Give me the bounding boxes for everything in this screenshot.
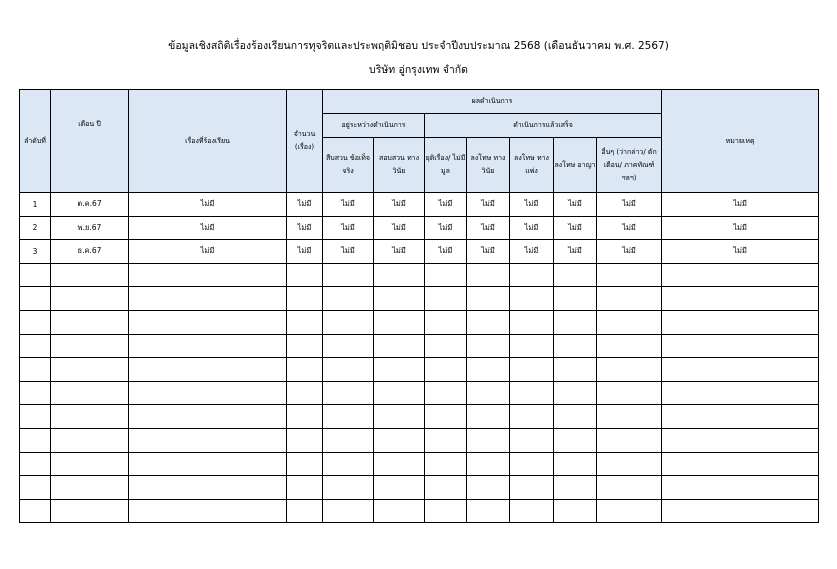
- empty-table-row: [20, 476, 819, 500]
- empty-cell: [597, 334, 662, 358]
- empty-cell: [51, 476, 129, 500]
- empty-cell: [51, 428, 129, 452]
- empty-cell: [374, 287, 425, 311]
- cell-investigate-fact: ไม่มี: [323, 216, 374, 240]
- empty-cell: [287, 381, 323, 405]
- cell-penalty-discipline: ไม่มี: [467, 193, 510, 217]
- cell-investigate-discipline: ไม่มี: [374, 216, 425, 240]
- empty-cell: [323, 358, 374, 382]
- cell-month: พ.ย.67: [51, 216, 129, 240]
- empty-cell: [662, 476, 819, 500]
- empty-cell: [597, 381, 662, 405]
- empty-cell: [425, 499, 467, 523]
- empty-cell: [374, 405, 425, 429]
- header-penalty-discipline: ลงโทษ ทางวินัย: [467, 138, 510, 193]
- empty-cell: [510, 499, 554, 523]
- empty-cell: [287, 405, 323, 429]
- empty-table-row: [20, 452, 819, 476]
- empty-cell: [662, 334, 819, 358]
- empty-cell: [510, 452, 554, 476]
- empty-cell: [129, 263, 287, 287]
- cell-other: ไม่มี: [597, 193, 662, 217]
- empty-cell: [554, 358, 597, 382]
- table-row: [20, 193, 819, 217]
- header-terminate-no-basis: ยุติเรื่อง/ ไม่มีมูล: [425, 138, 467, 193]
- empty-cell: [554, 452, 597, 476]
- empty-cell: [374, 381, 425, 405]
- empty-cell: [554, 381, 597, 405]
- empty-cell: [287, 499, 323, 523]
- empty-cell: [129, 428, 287, 452]
- empty-cell: [425, 452, 467, 476]
- empty-table-row: [20, 358, 819, 382]
- empty-cell: [510, 476, 554, 500]
- cell-remark: ไม่มี: [662, 216, 819, 240]
- cell-investigate-fact: ไม่มี: [323, 240, 374, 264]
- cell-penalty-discipline: ไม่มี: [467, 216, 510, 240]
- empty-cell: [323, 334, 374, 358]
- cell-no: 1: [20, 193, 51, 217]
- empty-table-row: [20, 428, 819, 452]
- empty-cell: [374, 358, 425, 382]
- cell-penalty-criminal: ไม่มี: [554, 240, 597, 264]
- empty-cell: [467, 334, 510, 358]
- cell-penalty-civil: ไม่มี: [510, 240, 554, 264]
- empty-cell: [467, 499, 510, 523]
- empty-cell: [467, 310, 510, 334]
- empty-cell: [323, 310, 374, 334]
- empty-cell: [374, 263, 425, 287]
- empty-table-row: [20, 405, 819, 429]
- empty-cell: [287, 476, 323, 500]
- cell-terminate-no-basis: ไม่มี: [425, 193, 467, 217]
- cell-complaint: ไม่มี: [129, 216, 287, 240]
- empty-cell: [467, 358, 510, 382]
- header-result: ผลดำเนินการ: [323, 90, 662, 114]
- empty-cell: [554, 310, 597, 334]
- empty-cell: [510, 334, 554, 358]
- empty-cell: [51, 381, 129, 405]
- cell-no: 3: [20, 240, 51, 264]
- empty-cell: [554, 476, 597, 500]
- empty-cell: [374, 499, 425, 523]
- empty-cell: [374, 428, 425, 452]
- empty-cell: [20, 358, 51, 382]
- empty-cell: [510, 428, 554, 452]
- empty-cell: [425, 381, 467, 405]
- cell-month: ต.ค.67: [51, 193, 129, 217]
- empty-cell: [323, 428, 374, 452]
- empty-cell: [467, 381, 510, 405]
- empty-cell: [20, 476, 51, 500]
- header-investigate-fact: สืบสวน ข้อเท็จจริง: [323, 138, 374, 193]
- empty-cell: [554, 499, 597, 523]
- complaint-statistics-table: [19, 89, 819, 523]
- empty-cell: [20, 381, 51, 405]
- empty-cell: [374, 310, 425, 334]
- empty-cell: [20, 428, 51, 452]
- empty-cell: [323, 452, 374, 476]
- empty-cell: [554, 263, 597, 287]
- empty-cell: [425, 334, 467, 358]
- empty-cell: [323, 405, 374, 429]
- empty-cell: [662, 263, 819, 287]
- empty-cell: [597, 476, 662, 500]
- header-penalty-civil: ลงโทษ ทางแพ่ง: [510, 138, 554, 193]
- cell-month: ธ.ค.67: [51, 240, 129, 264]
- empty-cell: [510, 310, 554, 334]
- empty-cell: [467, 263, 510, 287]
- empty-cell: [323, 476, 374, 500]
- header-in-progress: อยู่ระหว่างดำเนินการ: [323, 114, 425, 138]
- cell-investigate-discipline: ไม่มี: [374, 240, 425, 264]
- empty-cell: [287, 263, 323, 287]
- empty-cell: [129, 287, 287, 311]
- header-no: ลำดับที่: [20, 90, 51, 193]
- empty-cell: [20, 287, 51, 311]
- empty-cell: [425, 428, 467, 452]
- header-count: จำนวน (เรื่อง): [287, 90, 323, 193]
- empty-cell: [662, 287, 819, 311]
- empty-cell: [20, 499, 51, 523]
- empty-cell: [662, 499, 819, 523]
- empty-table-row: [20, 310, 819, 334]
- empty-cell: [425, 405, 467, 429]
- empty-cell: [510, 358, 554, 382]
- cell-count: ไม่มี: [287, 216, 323, 240]
- empty-cell: [51, 358, 129, 382]
- header-penalty-criminal: ลงโทษ อาญา: [554, 138, 597, 193]
- empty-cell: [129, 405, 287, 429]
- empty-cell: [662, 310, 819, 334]
- empty-cell: [287, 334, 323, 358]
- company-name: บริษัท อู่กรุงเทพ จำกัด: [369, 64, 468, 76]
- empty-table-row: [20, 499, 819, 523]
- cell-other: ไม่มี: [597, 216, 662, 240]
- empty-cell: [323, 263, 374, 287]
- empty-cell: [51, 310, 129, 334]
- empty-cell: [597, 287, 662, 311]
- empty-cell: [425, 358, 467, 382]
- empty-cell: [129, 310, 287, 334]
- empty-cell: [467, 452, 510, 476]
- empty-cell: [597, 358, 662, 382]
- empty-cell: [597, 405, 662, 429]
- empty-cell: [129, 499, 287, 523]
- empty-cell: [20, 263, 51, 287]
- empty-cell: [554, 287, 597, 311]
- empty-cell: [51, 334, 129, 358]
- empty-cell: [51, 452, 129, 476]
- empty-cell: [597, 428, 662, 452]
- cell-remark: ไม่มี: [662, 240, 819, 264]
- empty-cell: [20, 310, 51, 334]
- empty-cell: [425, 263, 467, 287]
- empty-cell: [597, 310, 662, 334]
- empty-cell: [597, 499, 662, 523]
- cell-count: ไม่มี: [287, 193, 323, 217]
- header-completed: ดำเนินการแล้วเสร็จ: [425, 114, 662, 138]
- empty-table-row: [20, 334, 819, 358]
- empty-cell: [554, 405, 597, 429]
- header-complaint: เรื่องที่ร้องเรียน: [129, 90, 287, 193]
- table-row: [20, 240, 819, 264]
- empty-cell: [597, 263, 662, 287]
- cell-remark: ไม่มี: [662, 193, 819, 217]
- empty-cell: [287, 358, 323, 382]
- empty-cell: [597, 452, 662, 476]
- header-month-year: เดือน ปี: [51, 90, 129, 193]
- empty-table-row: [20, 263, 819, 287]
- empty-cell: [129, 358, 287, 382]
- empty-cell: [129, 452, 287, 476]
- empty-cell: [374, 452, 425, 476]
- cell-penalty-criminal: ไม่มี: [554, 216, 597, 240]
- empty-cell: [51, 499, 129, 523]
- empty-cell: [467, 476, 510, 500]
- empty-cell: [662, 358, 819, 382]
- empty-cell: [51, 263, 129, 287]
- cell-penalty-discipline: ไม่มี: [467, 240, 510, 264]
- empty-cell: [20, 452, 51, 476]
- empty-cell: [51, 287, 129, 311]
- header-remark: หมายเหตุ: [662, 90, 819, 193]
- empty-cell: [323, 287, 374, 311]
- cell-penalty-civil: ไม่มี: [510, 193, 554, 217]
- empty-cell: [425, 287, 467, 311]
- empty-cell: [467, 287, 510, 311]
- empty-cell: [662, 452, 819, 476]
- cell-terminate-no-basis: ไม่มี: [425, 216, 467, 240]
- empty-cell: [20, 405, 51, 429]
- empty-cell: [554, 428, 597, 452]
- cell-investigate-fact: ไม่มี: [323, 193, 374, 217]
- empty-cell: [51, 405, 129, 429]
- empty-cell: [662, 428, 819, 452]
- empty-cell: [662, 381, 819, 405]
- cell-terminate-no-basis: ไม่มี: [425, 240, 467, 264]
- cell-investigate-discipline: ไม่มี: [374, 193, 425, 217]
- empty-cell: [129, 334, 287, 358]
- cell-complaint: ไม่มี: [129, 193, 287, 217]
- header-investigate-discipline: สอบสวน ทางวินัย: [374, 138, 425, 193]
- empty-cell: [323, 499, 374, 523]
- empty-cell: [510, 287, 554, 311]
- cell-count: ไม่มี: [287, 240, 323, 264]
- empty-cell: [425, 476, 467, 500]
- empty-table-row: [20, 287, 819, 311]
- empty-cell: [467, 428, 510, 452]
- empty-cell: [287, 287, 323, 311]
- empty-table-row: [20, 381, 819, 405]
- empty-cell: [129, 476, 287, 500]
- empty-cell: [20, 334, 51, 358]
- table-row: [20, 216, 819, 240]
- empty-cell: [374, 476, 425, 500]
- cell-penalty-civil: ไม่มี: [510, 216, 554, 240]
- empty-cell: [510, 405, 554, 429]
- empty-cell: [425, 310, 467, 334]
- cell-complaint: ไม่มี: [129, 240, 287, 264]
- empty-cell: [554, 334, 597, 358]
- header-other: อื่นๆ (ว่ากล่าว/ ตักเตือน/ ภาคทัณฑ์ ฯลฯ): [597, 138, 662, 193]
- cell-penalty-criminal: ไม่มี: [554, 193, 597, 217]
- empty-cell: [323, 381, 374, 405]
- cell-no: 2: [20, 216, 51, 240]
- empty-cell: [374, 334, 425, 358]
- empty-cell: [662, 405, 819, 429]
- empty-cell: [287, 310, 323, 334]
- empty-cell: [510, 263, 554, 287]
- empty-cell: [129, 381, 287, 405]
- empty-cell: [467, 405, 510, 429]
- empty-cell: [287, 428, 323, 452]
- document-title: ข้อมูลเชิงสถิติเรื่องร้องเรียนการทุจริตและประพฤติมิชอบ ประจำปีงบประมาณ 2568 (เดือนธันวาคม พ.ศ. 2567): [168, 40, 669, 52]
- cell-other: ไม่มี: [597, 240, 662, 264]
- empty-cell: [510, 381, 554, 405]
- empty-cell: [287, 452, 323, 476]
